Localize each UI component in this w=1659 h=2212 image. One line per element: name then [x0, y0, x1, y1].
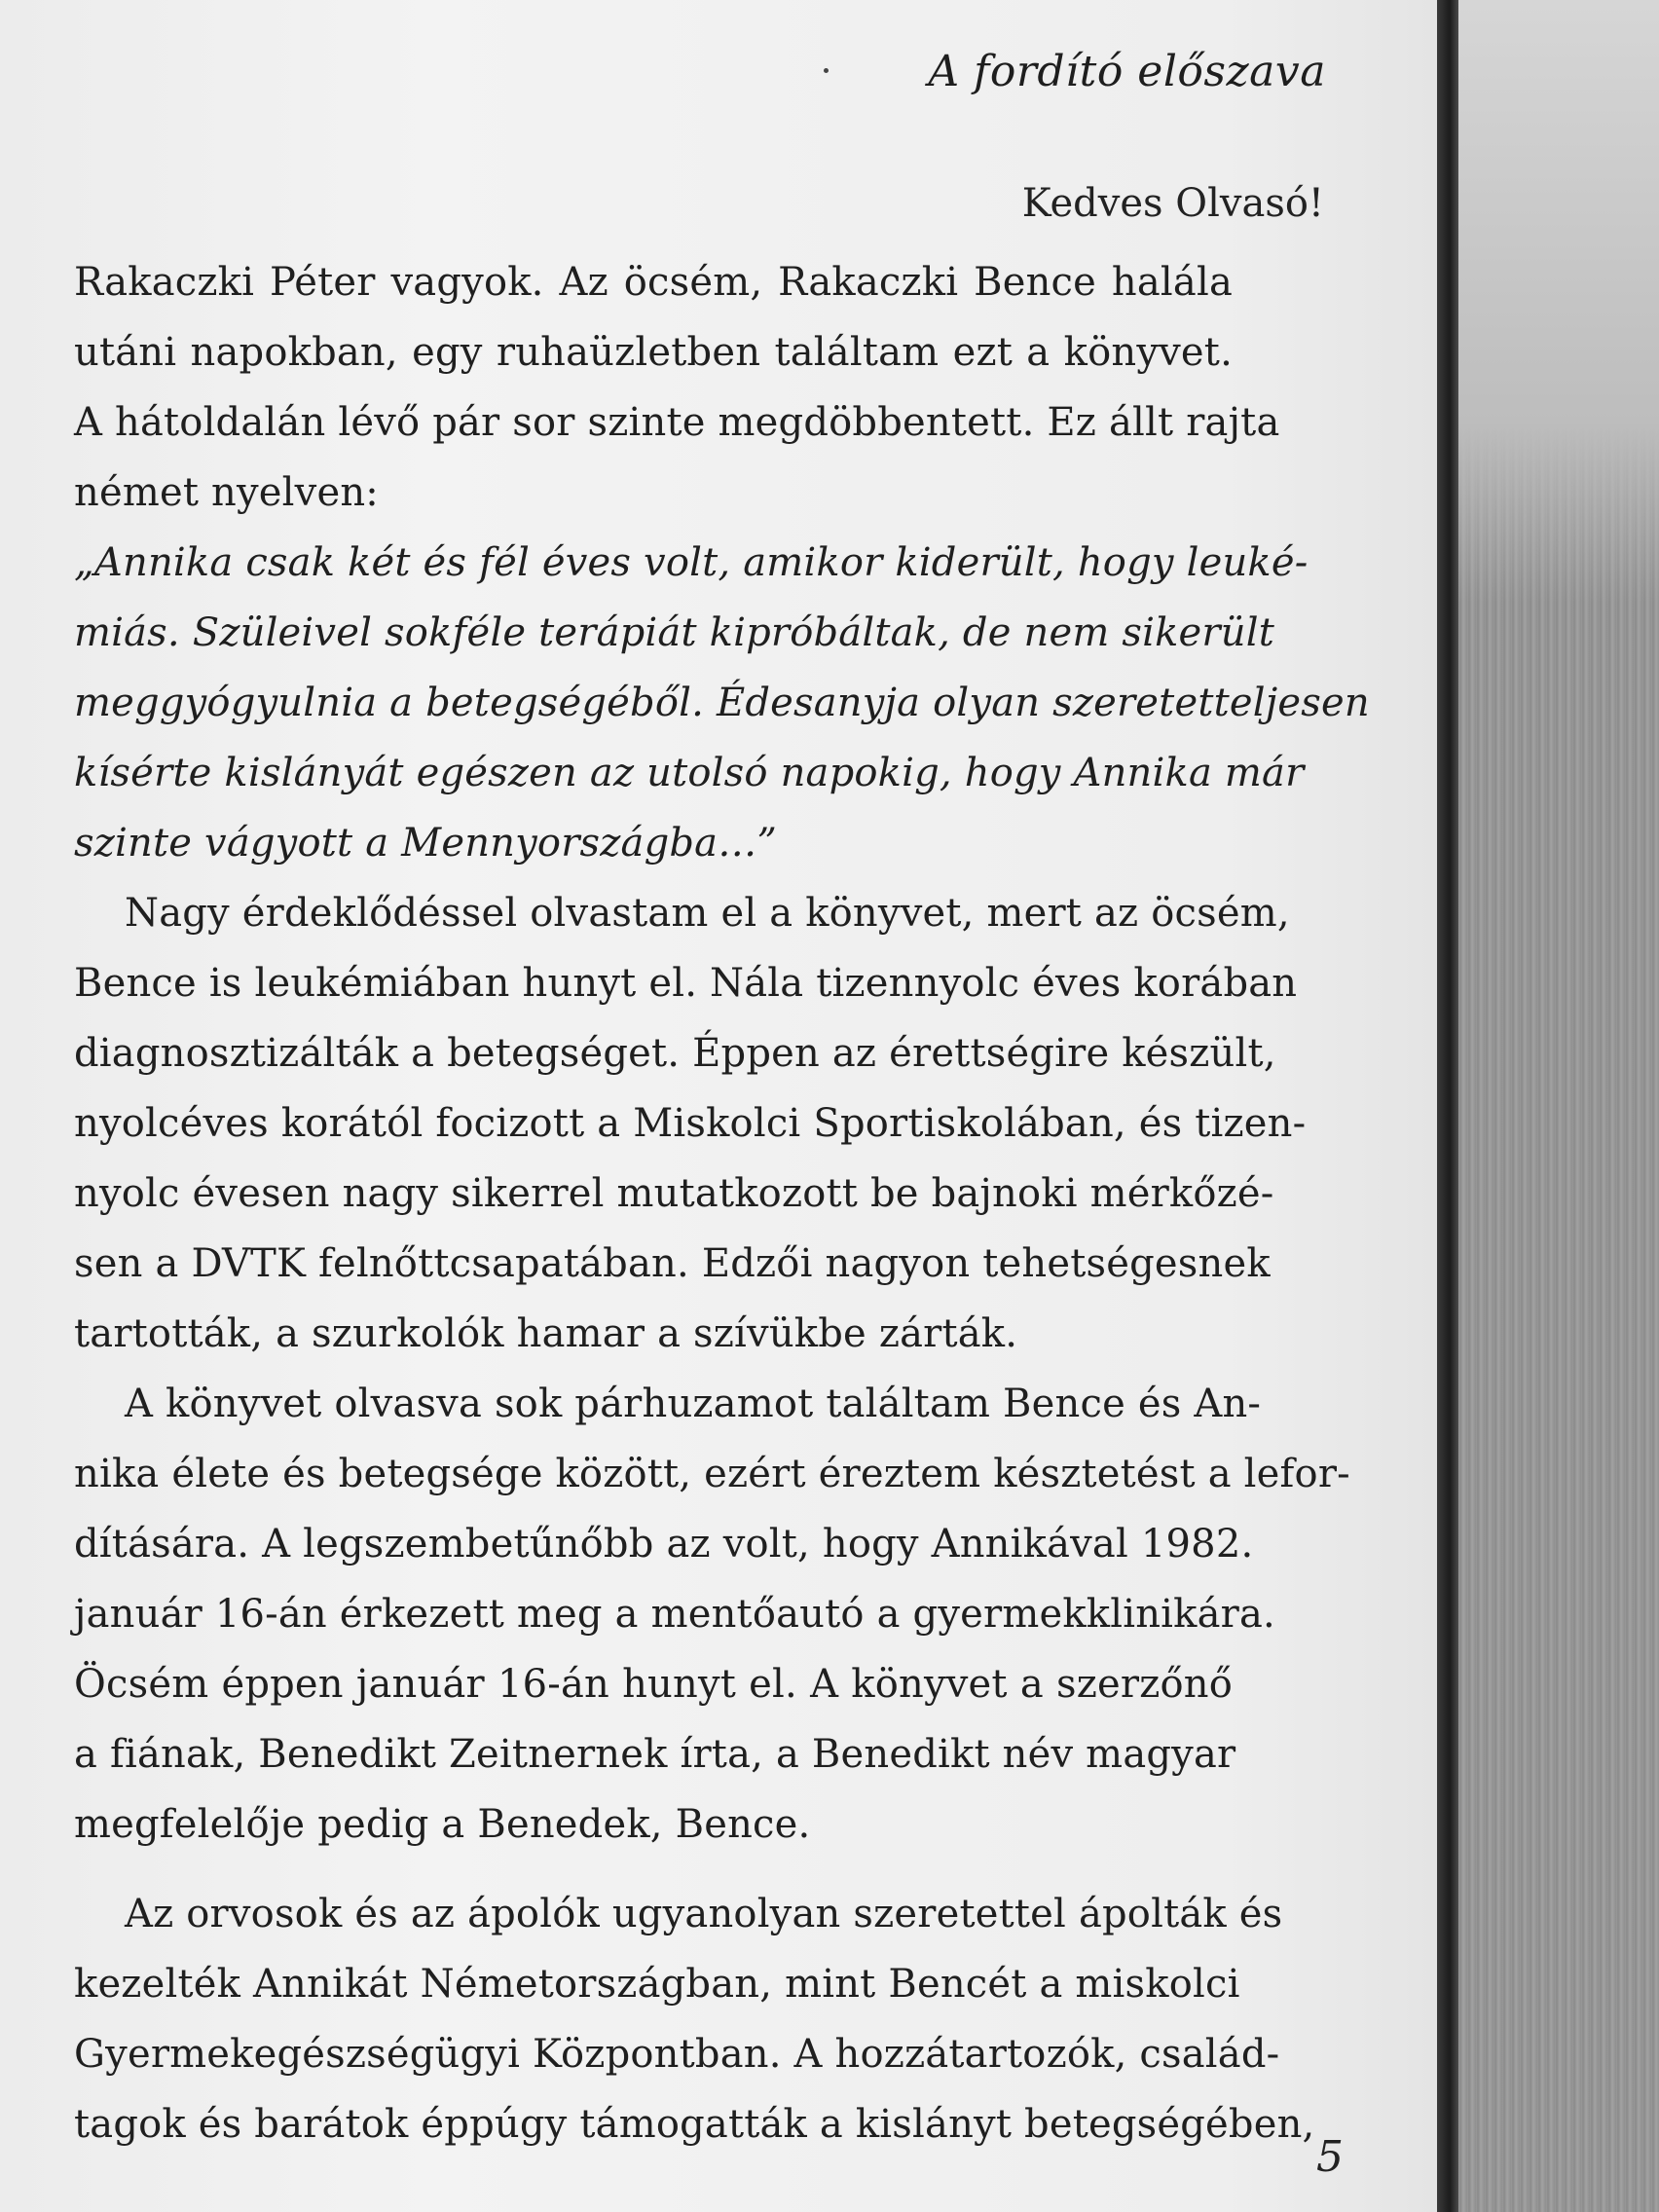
text-line: Gyermekegészségügyi Központban. A hozzátartozók, család- [74, 2032, 1280, 2077]
text-line: A könyvet olvasva sok párhuzamot találtam Bence és An- [125, 1382, 1262, 1426]
paragraph-diagnosis [74, 878, 1307, 1369]
page-edge-shadow [1437, 0, 1458, 2212]
text-line: Rakaczki Péter vagyok. Az öcsém, Rakaczki Bence halála [74, 260, 1233, 305]
text-line: megfelelője pedig a Benedek, Bence. [74, 1802, 811, 1847]
salutation: Kedves Olvasó! [1021, 181, 1324, 226]
text-line: kezelték Annikát Németországban, mint Bencét a miskolci [74, 1962, 1240, 2007]
quote-line: szinte vágyott a Mennyországba…” [74, 821, 778, 866]
text-line: tartották, a szurkolók hamar a szívükbe zárták. [74, 1311, 1018, 1356]
text-line: diagnosztizálták a betegséget. Éppen az érettségire készült, [74, 1031, 1276, 1076]
text-line: dítására. A legszembetűnőbb az volt, hogy Annikával 1982. [74, 1522, 1254, 1567]
text-line: nyolcéves korától focizott a Miskolci Sportiskolában, és tizen- [74, 1101, 1307, 1146]
text-line: utáni napokban, egy ruhaüzletben találtam ezt a könyvet. [74, 330, 1233, 375]
quote-line: kísérte kislányát egészen az utolsó napokig, hogy Annika már [74, 751, 1305, 795]
body-text [74, 247, 1370, 2159]
text-line: tagok és barátok éppúgy támogatták a kislányt betegségében, [74, 2102, 1315, 2147]
text-line: német nyelven: [74, 470, 379, 515]
text-line: Nagy érdeklődéssel olvastam el a könyvet, mert az öcsém, [125, 891, 1290, 936]
text-line: január 16-án érkezett meg a mentőautó a gyermekklinikára. [74, 1592, 1275, 1637]
quote-line: „Annika csak két és fél éves volt, amikor kiderült, hogy leuké- [74, 540, 1309, 585]
page-number: 5 [1316, 2132, 1344, 2182]
text-line: nika élete és betegsége között, ezért éreztem késztetést a lefor- [74, 1452, 1350, 1496]
text-line: a fiának, Benedikt Zeitnernek írta, a Benedikt név magyar [74, 1732, 1236, 1777]
text-line: nyolc évesen nagy sikerrel mutatkozott be bajnoki mérkőzé- [74, 1171, 1274, 1216]
paragraph-intro [74, 247, 1280, 528]
quote-line: miás. Szüleivel sokféle terápiát kipróbáltak, de nem sikerült [74, 610, 1274, 655]
text-line: A hátoldalán lévő pár sor szinte megdöbbentett. Ez állt rajta [74, 400, 1280, 445]
text-line: sen a DVTK felnőttcsapatában. Edzői nagyon tehetségesnek [74, 1241, 1271, 1286]
paragraph-parallels [74, 1369, 1350, 1860]
paragraph-quote [74, 528, 1370, 878]
paragraph-care [74, 1879, 1315, 2159]
chapter-title: A fordító előszava [928, 47, 1326, 96]
print-speck [824, 68, 829, 73]
text-line: Bence is leukémiában hunyt el. Nála tizennyolc éves korában [74, 961, 1298, 1006]
text-line: Öcsém éppen január 16-án hunyt el. A könyvet a szerzőnő [74, 1662, 1233, 1707]
text-line: Az orvosok és az ápolók ugyanolyan szeretettel ápolták és [125, 1892, 1283, 1936]
background-highlight [1458, 0, 1659, 604]
quote-line: meggyógyulnia a betegségéből. Édesanyja olyan szeretetteljesen [74, 681, 1370, 725]
